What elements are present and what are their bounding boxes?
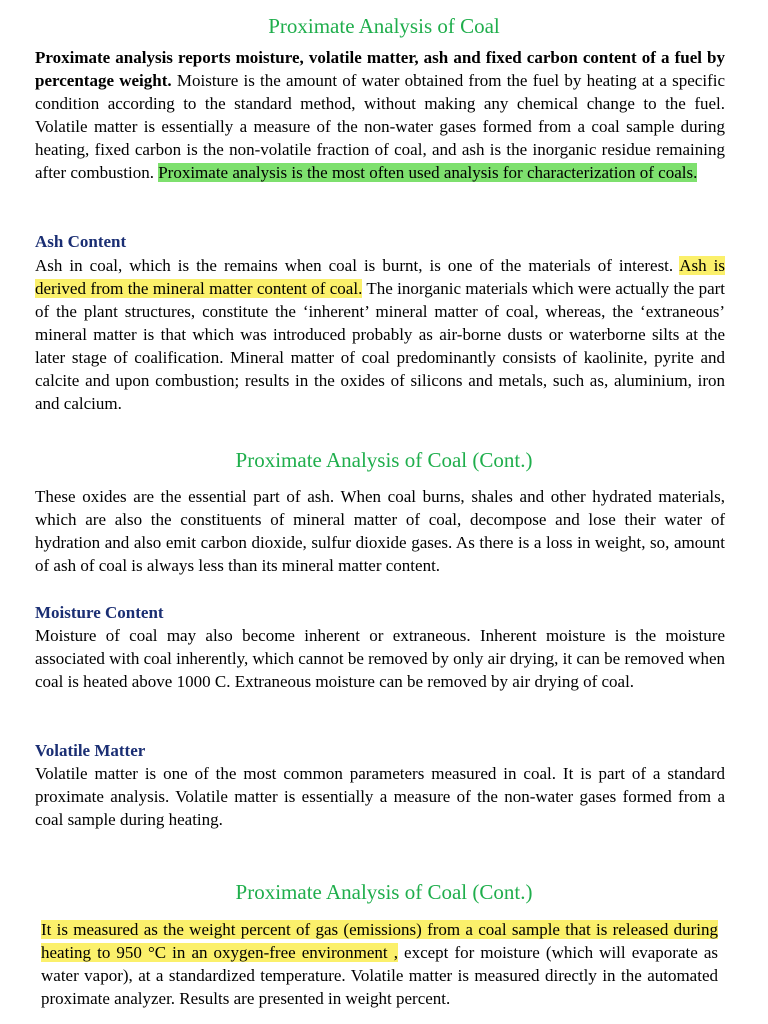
measurement-paragraph bbox=[41, 918, 718, 1010]
intro-highlight: Proximate analysis is the most often used analysis for characterization of coals. bbox=[158, 163, 698, 182]
measurement-highlight: It is measured as the weight percent of gas (emissions) from a coal sample that is released during heating to 950 °C in an oxygen-free environment , bbox=[41, 920, 718, 962]
measurement-text: except for moisture (which will evaporate as water vapor), at a standardized temperature. Volatile matter is measured directly in the automated proximate analyzer. Results are presented in weight percent. bbox=[41, 943, 718, 1008]
intro-bold-text: Proximate analysis reports moisture, volatile matter, ash and fixed carbon content of a fuel by percentage weight. bbox=[35, 48, 725, 90]
ash-highlight: Ash is derived from the mineral matter content of coal. bbox=[35, 256, 726, 298]
section-title-3: Proximate Analysis of Coal (Cont.) bbox=[235, 880, 533, 904]
volatile-matter-heading: Volatile Matter bbox=[35, 741, 146, 760]
ash-text-1: Ash in coal, which is the remains when coal is burnt, is one of the materials of interest. bbox=[35, 256, 680, 275]
ash-content-heading: Ash Content bbox=[35, 232, 127, 251]
section-title-1: Proximate Analysis of Coal bbox=[268, 14, 500, 38]
moisture-content-paragraph: Moisture of coal may also become inherent or extraneous. Inherent moisture is the moisture associated with coal inherently, which cannot be removed by only air drying, it can be removed when coal is heated above 1000 C. Extraneous moisture can be removed by air drying of coal. bbox=[35, 626, 726, 691]
intro-text: Moisture is the amount of water obtained from the fuel by heating at a specific condition according to the standard method, without making any chemical change to the fuel. Volatile matter is essentially a measure of the non-water gases formed from a coal sample during heating, fixed carbon is the non-volatile fraction of coal, and ash is the inorganic residue remaining after combustion. bbox=[35, 71, 725, 182]
ash-text-2: The inorganic materials which were actually the part of the plant structures, constitute the ‘inherent’ mineral matter of coal, whereas, the ‘extraneous’ mineral matter is that which was introduced probably as air-borne dusts or waterborne silts at the later stage of coalification. Mineral matter of coal predominantly consists of kaolinite, pyrite and calcite and upon combustion; results in the oxides of silicons and metals, such as, aluminium, iron and calcium. bbox=[35, 279, 725, 413]
ash-content-paragraph bbox=[35, 254, 725, 415]
intro-paragraph bbox=[35, 46, 725, 184]
volatile-matter-paragraph: Volatile matter is one of the most common parameters measured in coal. It is part of a standard proximate analysis. Volatile matter is essentially a measure of the non-water gases formed from a coal sample during heating. bbox=[35, 764, 725, 829]
section-title-2: Proximate Analysis of Coal (Cont.) bbox=[235, 448, 533, 472]
oxides-paragraph: These oxides are the essential part of ash. When coal burns, shales and other hydrated materials, which are also the constituents of mineral matter of coal, decompose and lose their water of hydration and also emit carbon dioxide, sulfur dioxide gases. As there is a loss in weight, so, amount of ash of coal is always less than its mineral matter content. bbox=[35, 487, 725, 575]
moisture-content-heading: Moisture Content bbox=[35, 603, 164, 622]
